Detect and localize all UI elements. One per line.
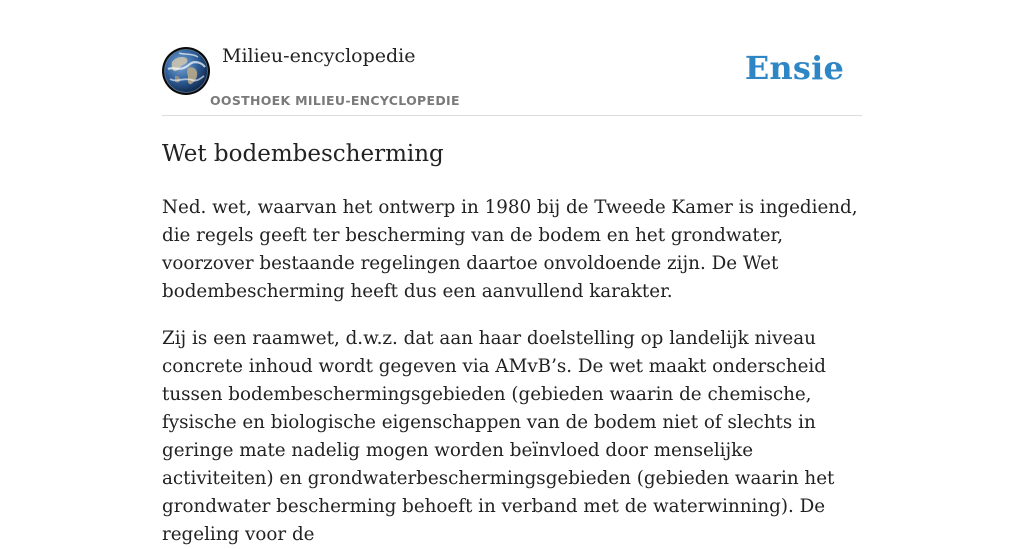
article [162, 138, 862, 549]
site-header [162, 0, 862, 116]
site-subtitle: OOSTHOEK MILIEU-ENCYCLOPEDIE [210, 93, 460, 108]
earth-globe-icon[interactable] [162, 47, 210, 95]
site-name-link[interactable]: Milieu-encyclopedie [222, 45, 416, 67]
brand-logo-link[interactable]: Ensie [744, 49, 844, 87]
article-paragraph: Zij is een raamwet, d.w.z. dat aan haar doelstelling op landelijk niveau concrete inhoud wordt gegeven via AMvB’s. De wet maakt onderscheid tussen bodembeschermingsgebieden (gebieden waarin de chemische, fysische en biologische eigenschappen van de bodem niet of slechts in geringe mate nadelig mogen worden beïnvloed door menselijke activiteiten) en grondwaterbeschermingsgebieden (gebieden waarin het grondwater bescherming behoeft in verband met de waterwinning). De regeling voor de [162, 328, 835, 545]
article-title: Wet bodembescherming [162, 141, 444, 167]
article-paragraph: Ned. wet, waarvan het ontwerp in 1980 bij de Tweede Kamer is ingediend, die regels geeft ter bescherming van de bodem en het grondwater, voorzover bestaande regelingen daartoe onvoldoende zijn. De Wet bodembescherming heeft dus een aanvullend karakter. [162, 197, 858, 302]
